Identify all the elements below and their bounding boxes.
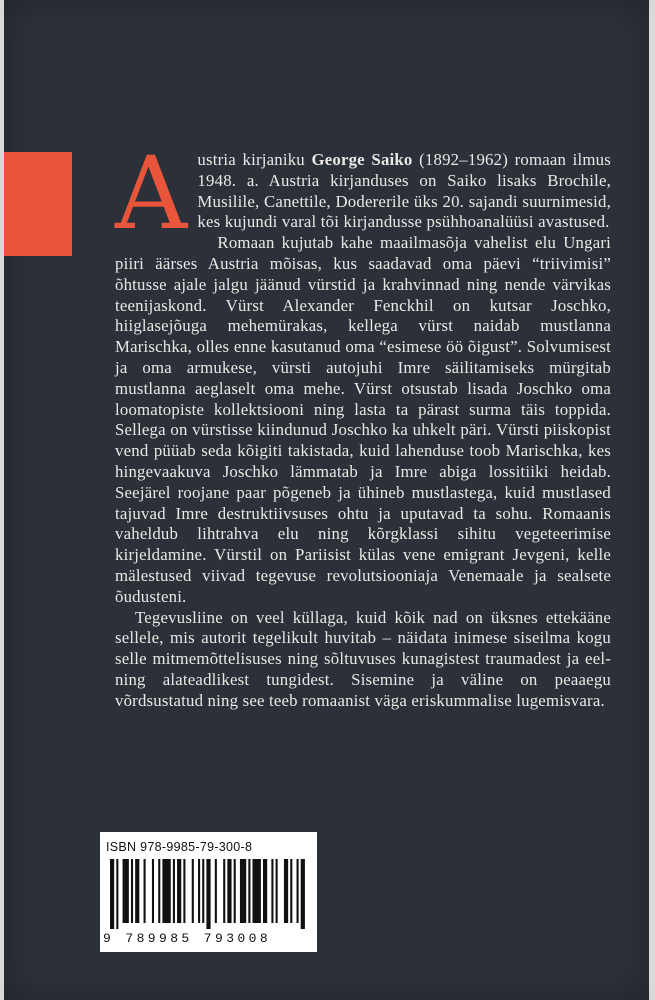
barcode-bar [144, 859, 146, 923]
barcode-bar [202, 859, 204, 923]
barcode-bar [162, 859, 170, 923]
barcode-bar [276, 859, 278, 923]
barcode-bar [227, 859, 231, 923]
barcode-bar [263, 859, 267, 923]
paragraph-1-start: ustria kirjaniku [197, 150, 312, 169]
dropcap-letter: A [115, 135, 188, 252]
barcode-bar [290, 859, 292, 923]
barcode-bars [110, 859, 307, 929]
barcode [100, 832, 317, 952]
barcode-bar [123, 859, 129, 923]
barcode-bar [110, 859, 114, 929]
back-cover [4, 0, 649, 1000]
barcode-bar [177, 859, 181, 923]
barcode-bar [248, 859, 250, 923]
barcode-bar [271, 859, 273, 923]
paragraph-1-rest: (1892–1962) romaan ilmus 1948. a. Austria kirjanduses on Saiko lisaks Brochile, Musilile, Canettile, Dodererile üks 20. sajandi suurnimesid, kes kujundi varal tõi kirjandusse psühhoanalüüsi avastused. [197, 150, 611, 232]
barcode-bar [135, 859, 139, 923]
accent-block [4, 152, 72, 256]
barcode-bar [240, 859, 246, 923]
barcode-bar [301, 859, 305, 929]
barcode-bar [206, 859, 210, 929]
barcode-bar [223, 859, 225, 923]
barcode-bar [131, 859, 133, 923]
barcode-bar [158, 859, 160, 923]
barcode-bar [234, 859, 236, 923]
barcode-bar [284, 859, 288, 923]
author-name: George Saiko [311, 150, 413, 169]
barcode-bar [297, 859, 299, 923]
barcode-bar [198, 859, 200, 923]
paragraph-2: Romaan kujutab kahe maailmasõja vahelist elu Ungari piiri äärses Austria mõisas, kus saadavad oma päevi “triivimisi” õhtusse ajale jalgu jäänud vürstid ja krahvinnad ning nende värvikas teenijaskond. Vürst Alexander Fenckhil on kutsar Joschko, hiiglasejõuga mehemürakas, kellega vürst naidab mustlanna Marischka, olles enne kasutanud oma “esimese öö õigust”. Solvumisest ja oma armukese, vürsti autojuhi Imre säilitamiseks mürgitab mustlanna aeglaselt oma mehe. Vürst otsustab lisada Joschko oma loomatopiste kollektsiooni ning lasta ta pärast surma täis toppida. Sellega on vürstisse kiindunud Joschko ka uhkelt päri. Vürsti piiskopist vend püüab seda kõigiti takistada, kuid lahenduse toob Marischka, kes hingevaakuva Joschko lämmatab ja Imre abiga lossitiiki heidab. Seejärel roojane paar põgeneb ja ühineb mustlastega, kuid mustlased tajuvad Imre destruktiivsuses ohtu ja uputavad ta sohu. Romaanis vaheldub lihtrahva elu ning kõrgklassi sihitu vegeteerimise kirjeldamine. Vürstil on Pariisist külas vene emigrant Jevgeni, kelle mälestused viivad tegevuse revolutsiooniaja Venemaale ja sealsete õudusteni. [115, 233, 611, 606]
barcode-bar [152, 859, 154, 923]
barcode-bar [183, 859, 185, 923]
barcode-number: 9 789985 793008 [103, 931, 272, 946]
barcode-bar [253, 859, 261, 923]
barcode-bar [116, 859, 118, 929]
barcode-bar [192, 859, 194, 923]
barcode-bar [215, 859, 217, 923]
paragraph-1 [115, 135, 611, 252]
paragraph-3: Tegevusliine on veel küllaga, kuid kõik nad on üksnes ettekääne sellele, mis autorit tegelikult huvitab – näidata inimese siseilma kogu selle mitmemõttelisuses ning sõltuvuses kunagistest traumadest ja eel- ning alateadlikest tungidest. Sisemine ja väline on peaaegu võrdsustatud ning see teeb romaanist väga eriskummalise lugemisvara. [115, 607, 611, 710]
barcode-bar [173, 859, 175, 923]
isbn-label: ISBN 978-9985-79-300-8 [106, 840, 253, 854]
blurb-text [115, 135, 611, 712]
